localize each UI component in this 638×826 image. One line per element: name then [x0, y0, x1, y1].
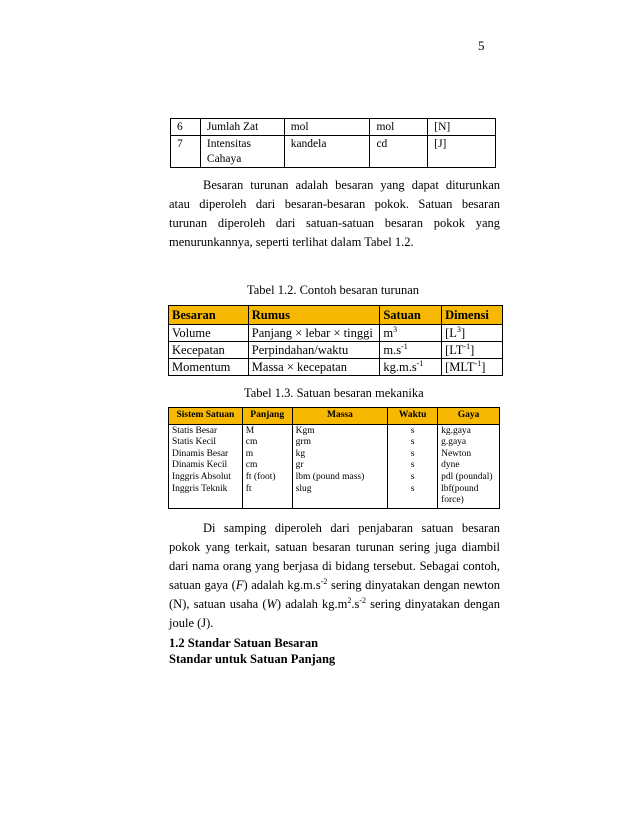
cell-value: s: [410, 460, 415, 471]
table-cell: [J]: [428, 136, 496, 168]
column-waktu: [388, 424, 438, 508]
cell-value: dyne: [441, 460, 460, 471]
table-cell: Kecepatan: [169, 342, 249, 359]
cell-value: lbf(pound force): [441, 483, 479, 506]
cell-value: grm: [295, 437, 311, 448]
table-cell: Massa × kecepatan: [248, 359, 380, 376]
dimension-exponent: -1: [463, 342, 471, 351]
cell-value: lbm (pound mass): [295, 471, 365, 482]
cell-value: ft: [245, 483, 252, 494]
table-1-3: [168, 407, 500, 509]
cell-value: Statis Besar: [172, 425, 218, 436]
dimension-close: ]: [481, 360, 486, 374]
column-header: Panjang: [242, 408, 292, 425]
column-massa: [292, 424, 388, 508]
column-header: Massa: [292, 408, 388, 425]
cell-value: s: [410, 483, 415, 494]
dimension-text: [MLT: [445, 360, 475, 374]
column-header: Dimensi: [442, 306, 503, 325]
cell-value: Statis Kecil: [172, 437, 217, 448]
table-cell: Perpindahan/waktu: [248, 342, 380, 359]
table-cell: Intensitas Cahaya: [200, 136, 284, 168]
dimension-close: ]: [470, 343, 475, 357]
table-cell: [N]: [428, 119, 496, 136]
unit-exponent: -1: [416, 359, 424, 368]
dimension-exponent: 3: [456, 325, 461, 334]
cell-value: Dinamis Kecil: [172, 460, 228, 471]
force-variable: F: [235, 578, 244, 592]
column-header: Rumus: [248, 306, 380, 325]
section-heading: 1.2 Standar Satuan Besaran: [169, 636, 319, 650]
table-row: [169, 342, 503, 359]
unit-text: m.s: [383, 343, 402, 357]
table-header-row: [169, 306, 503, 325]
column-header: Waktu: [388, 408, 438, 425]
exponent: -2: [320, 577, 328, 586]
table-body: [169, 424, 500, 508]
cell-value: Inggris Teknik: [172, 483, 228, 494]
continuation-table: [170, 118, 496, 168]
table-1-3-caption: Tabel 1.3. Satuan besaran mekanika: [244, 386, 424, 400]
dimension-close: ]: [460, 326, 466, 340]
column-sistem-satuan: [169, 424, 243, 508]
unit-text: m: [383, 326, 394, 340]
cell-value: kg.gaya: [441, 425, 471, 436]
table-cell: [380, 342, 442, 359]
column-header: Satuan: [380, 306, 442, 325]
paragraph-text: ) adalah kg.m.s: [243, 578, 321, 592]
table-cell: cd: [370, 136, 428, 168]
unit-text: kg.m.s: [383, 360, 417, 374]
cell-value: s: [410, 448, 415, 459]
paragraph-text: .s: [351, 597, 360, 611]
unit-exponent: 3: [393, 325, 398, 334]
dimension-text: [LT: [445, 343, 464, 357]
cell-value: M: [245, 425, 255, 436]
cell-value: s: [410, 425, 415, 436]
table-cell: 7: [171, 136, 201, 168]
paragraph-text: sering dinyatakan dengan joule (J).: [169, 597, 500, 630]
cell-value: pdl (poundal): [441, 471, 493, 482]
paragraph-text: Di samping diperoleh dari penjabaran satuan besaran pokok yang terkait, satuan besaran turunan sering juga diambil dari nama orang yang berjasa di bidang tersebut. Sebagai contoh, satuan gaya (: [169, 521, 500, 592]
table-cell: mol: [284, 119, 370, 136]
unit-exponent: -1: [401, 342, 408, 351]
cell-value: Newton: [441, 448, 472, 459]
table-row: [169, 359, 503, 376]
cell-value: slug: [295, 483, 312, 494]
paragraph-text: ) adalah kg.m: [276, 597, 348, 611]
cell-value: s: [410, 471, 415, 482]
cell-value: Inggris Absolut: [172, 471, 231, 482]
table-cell: Volume: [169, 325, 249, 342]
table-cell: [442, 325, 503, 342]
table-cell: Momentum: [169, 359, 249, 376]
cell-value: cm: [245, 460, 258, 471]
cell-value: gr: [295, 460, 304, 471]
work-variable: W: [266, 597, 277, 611]
column-header: Gaya: [438, 408, 500, 425]
column-header: Besaran: [169, 306, 249, 325]
table-cell: [380, 325, 442, 342]
column-panjang: [242, 424, 292, 508]
table-cell: [442, 359, 503, 376]
table-header-row: [169, 408, 500, 425]
table-cell: [442, 342, 503, 359]
paragraph-derived-quantities: [169, 176, 500, 252]
column-header: Sistem Satuan: [169, 408, 243, 425]
table-cell: 6: [171, 119, 201, 136]
table-1-2: [168, 305, 503, 376]
table-cell: kandela: [284, 136, 370, 168]
table-row: [171, 119, 496, 136]
paragraph-text: Besaran turunan adalah besaran yang dapat diturunkan atau diperoleh dari besaran-besaran pokok. Satuan besaran turunan diperoleh dari satuan-satuan besaran pokok yang menurunkannya, seperti terlihat dalam Tabel 1.2.: [169, 178, 500, 249]
cell-value: s: [410, 437, 415, 448]
subsection-heading: Standar untuk Satuan Panjang: [169, 652, 336, 666]
cell-value: g.gaya: [441, 437, 467, 448]
cell-value: Kgm: [295, 425, 315, 436]
column-gaya: [438, 424, 500, 508]
table-row: [169, 325, 503, 342]
table-cell: [380, 359, 442, 376]
paragraph-text: sering dinyatakan dengan newton (N), satuan usaha (: [169, 578, 500, 611]
exponent: -2: [359, 596, 367, 605]
exponent: 2: [347, 596, 352, 605]
dimension-text: [L: [445, 326, 457, 340]
table-cell: Jumlah Zat: [200, 119, 284, 136]
cell-value: kg: [295, 448, 306, 459]
page-number: 5: [478, 38, 485, 53]
cell-value: ft (foot): [245, 471, 276, 482]
cell-value: Dinamis Besar: [172, 448, 229, 459]
cell-value: m: [245, 448, 254, 459]
table-row: [171, 136, 496, 168]
table-1-2-caption: Tabel 1.2. Contoh besaran turunan: [247, 283, 419, 297]
paragraph-named-units: [169, 519, 500, 633]
cell-value: cm: [245, 437, 258, 448]
dimension-exponent: -1: [474, 359, 482, 368]
table-cell: mol: [370, 119, 428, 136]
table-cell: Panjang × lebar × tinggi: [248, 325, 380, 342]
